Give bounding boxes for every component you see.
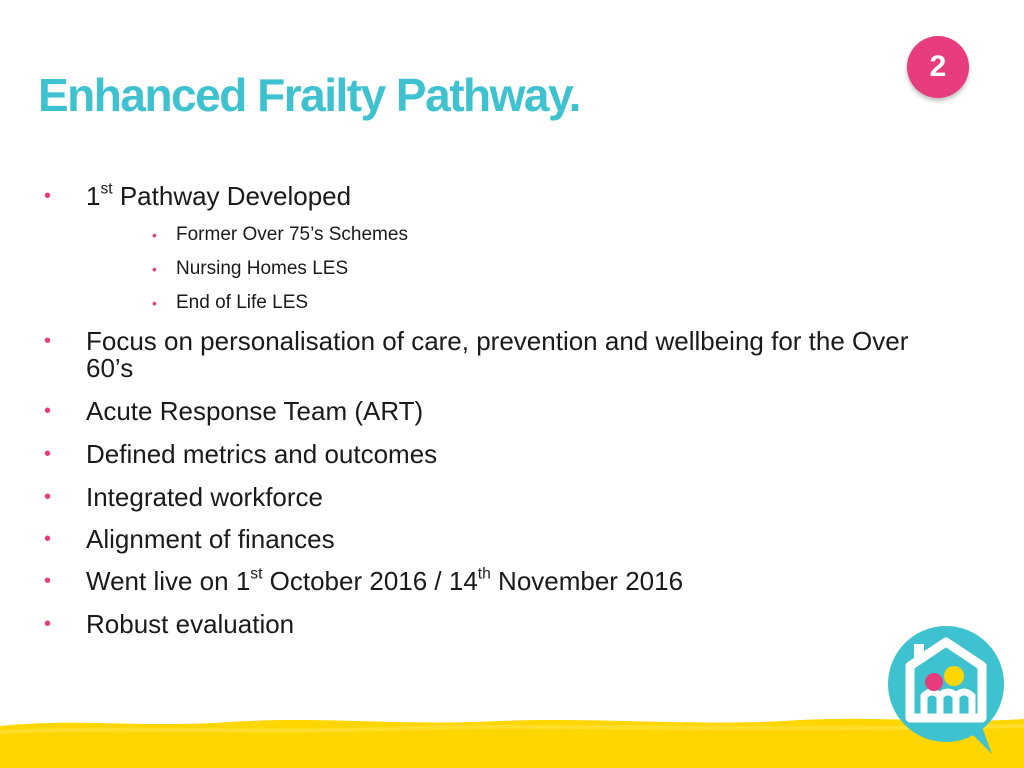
bullet-text: Went live on 1st October 2016 / 14th November 2016 <box>86 565 684 596</box>
bullet-item-art <box>44 396 424 426</box>
bullet-text: 1st Pathway Developed <box>86 180 352 211</box>
bullet-dot-icon: • <box>44 400 52 422</box>
bullet-dot-icon: • <box>44 486 52 508</box>
bullet-item-metrics <box>44 439 438 469</box>
page-number-badge: 2 <box>907 36 969 98</box>
bullet-item-went-live <box>44 565 684 596</box>
bullet-text: Focus on personalisation of care, prevention and wellbeing for the Over 60’s <box>86 326 909 383</box>
bullet-dot-icon: • <box>44 443 52 465</box>
bullet-dot-icon: • <box>44 613 52 635</box>
bullet-item-finances <box>44 524 335 554</box>
bullet-dot-icon: • <box>44 528 52 550</box>
bullet-text: Acute Response Team (ART) <box>86 396 424 426</box>
bullet-item-workforce <box>44 482 324 512</box>
bullet-text: Robust evaluation <box>86 609 295 639</box>
bullet-item-pathway-developed <box>44 180 352 211</box>
bullet-item-personalisation <box>44 326 946 383</box>
bullet-dot-icon: • <box>44 330 52 352</box>
yellow-brush-band <box>0 712 1024 768</box>
bullet-text: Alignment of finances <box>86 524 335 554</box>
sub-bullet-text: Nursing Homes LES <box>176 258 349 279</box>
bullet-dot-icon: • <box>44 185 52 207</box>
bullet-dot-icon: • <box>152 227 157 243</box>
sub-bullet-item <box>152 258 349 280</box>
bullet-item-evaluation <box>44 609 295 639</box>
sub-bullet-item <box>152 292 309 314</box>
slide-title: Enhanced Frailty Pathway. <box>38 69 580 121</box>
house-speech-bubble-icon <box>880 622 1012 760</box>
bullet-dot-icon: • <box>152 295 157 311</box>
sub-bullet-text: Former Over 75’s Schemes <box>176 224 408 245</box>
bullet-text: Defined metrics and outcomes <box>86 439 438 469</box>
sub-bullet-text: End of Life LES <box>176 292 309 313</box>
bullet-dot-icon: • <box>44 570 52 592</box>
sub-bullet-item <box>152 224 408 246</box>
bullet-text: Integrated workforce <box>86 482 324 512</box>
bullet-dot-icon: • <box>152 261 157 277</box>
